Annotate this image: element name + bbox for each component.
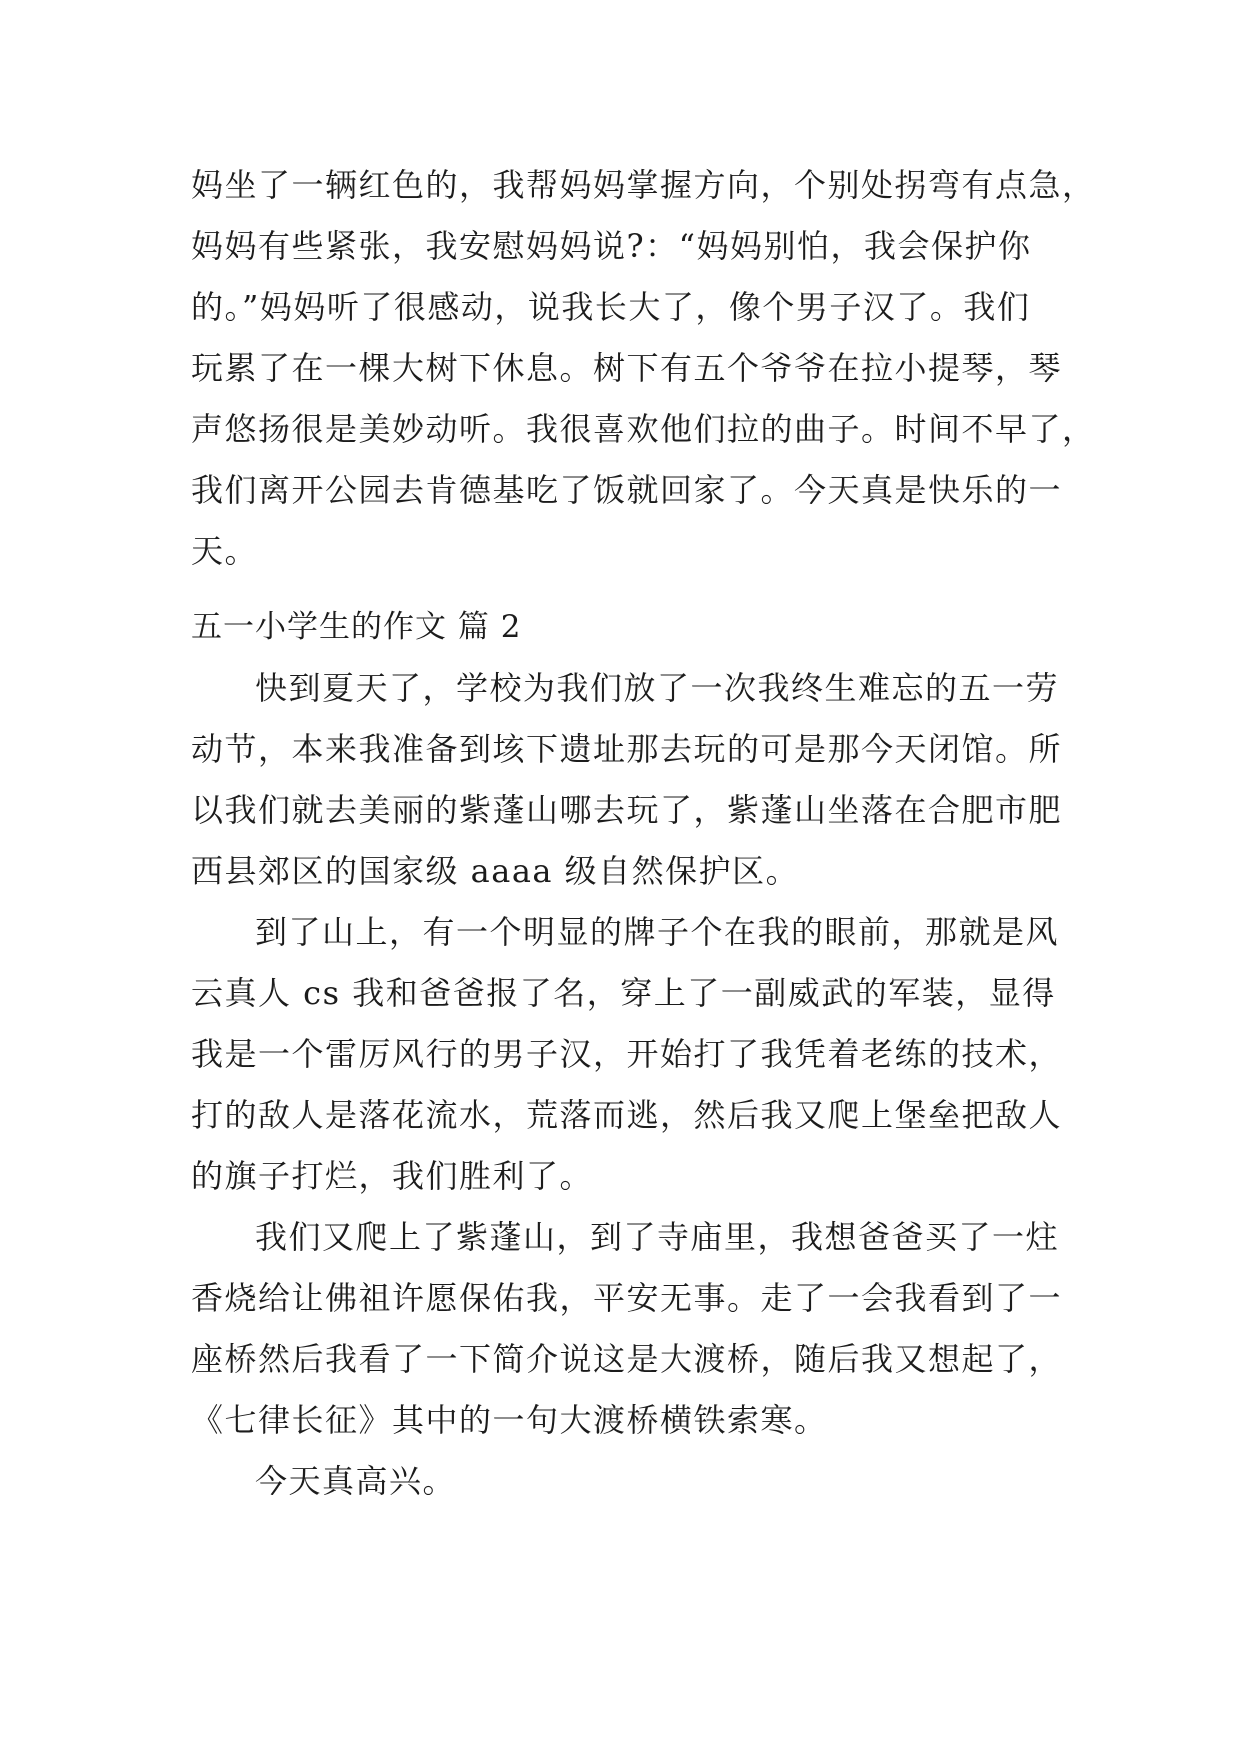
essay-paragraph-4: [191, 1451, 1071, 1512]
paragraph-line: 妈坐了一辆红色的，我帮妈妈掌握方向，个别处拐弯有点急，: [191, 166, 1096, 204]
paragraph-line: 到了山上，有一个明显的牌子个在我的眼前，那就是风: [255, 913, 1060, 951]
paragraph-line: 香烧给让佛祖许愿保佑我，平安无事。走了一会我看到了一: [191, 1279, 1063, 1317]
continued-paragraph: [191, 155, 1096, 582]
paragraph-line: 今天真高兴。: [255, 1462, 457, 1500]
paragraph-line: 的。”妈妈听了很感动，说我长大了，像个男子汉了。我们: [191, 288, 1031, 326]
paragraph-line: 我们又爬上了紫蓬山，到了寺庙里，我想爸爸买了一炷: [255, 1218, 1060, 1256]
paragraph-line: 我们离开公园去肯德基吃了饭就回家了。今天真是快乐的一: [191, 471, 1063, 509]
paragraph-line: 《七律长征》其中的一句大渡桥横铁索寒。: [191, 1401, 828, 1439]
paragraph-line: 快到夏天了，学校为我们放了一次我终生难忘的五一劳: [255, 669, 1060, 707]
paragraph-line: 座桥然后我看了一下简介说这是大渡桥，随后我又想起了，: [191, 1340, 1063, 1378]
essay-paragraph-3: [191, 1207, 1071, 1451]
paragraph-line: 动节，本来我准备到垓下遗址那去玩的可是那今天闭馆。所: [191, 730, 1063, 768]
paragraph-line: 声悠扬很是美妙动听。我很喜欢他们拉的曲子。时间不早了，: [191, 410, 1096, 448]
paragraph-line: 天。: [191, 532, 259, 570]
section-heading: 五一小学生的作文 篇 2: [191, 609, 522, 645]
essay-body: [191, 658, 1071, 1512]
paragraph-line: 妈妈有些紧张，我安慰妈妈说?：“妈妈别怕，我会保护你: [191, 227, 1032, 265]
paragraph-line: 我是一个雷厉风行的男子汉，开始打了我凭着老练的技术，: [191, 1035, 1063, 1073]
paragraph-line: 以我们就去美丽的紫蓬山哪去玩了，紫蓬山坐落在合肥市肥: [191, 791, 1063, 829]
essay-paragraph-1: [191, 658, 1071, 902]
paragraph-line: 西县郊区的国家级 aaaa 级自然保护区。: [191, 852, 800, 890]
essay-paragraph-2: [191, 902, 1071, 1207]
paragraph-line: 玩累了在一棵大树下休息。树下有五个爷爷在拉小提琴，琴: [191, 349, 1063, 387]
paragraph-line: 云真人 cs 我和爸爸报了名，穿上了一副威武的军装，显得: [191, 974, 1056, 1012]
paragraph-line: 打的敌人是落花流水，荒落而逃，然后我又爬上堡垒把敌人: [191, 1096, 1063, 1134]
paragraph-line: 的旗子打烂，我们胜利了。: [191, 1157, 594, 1195]
